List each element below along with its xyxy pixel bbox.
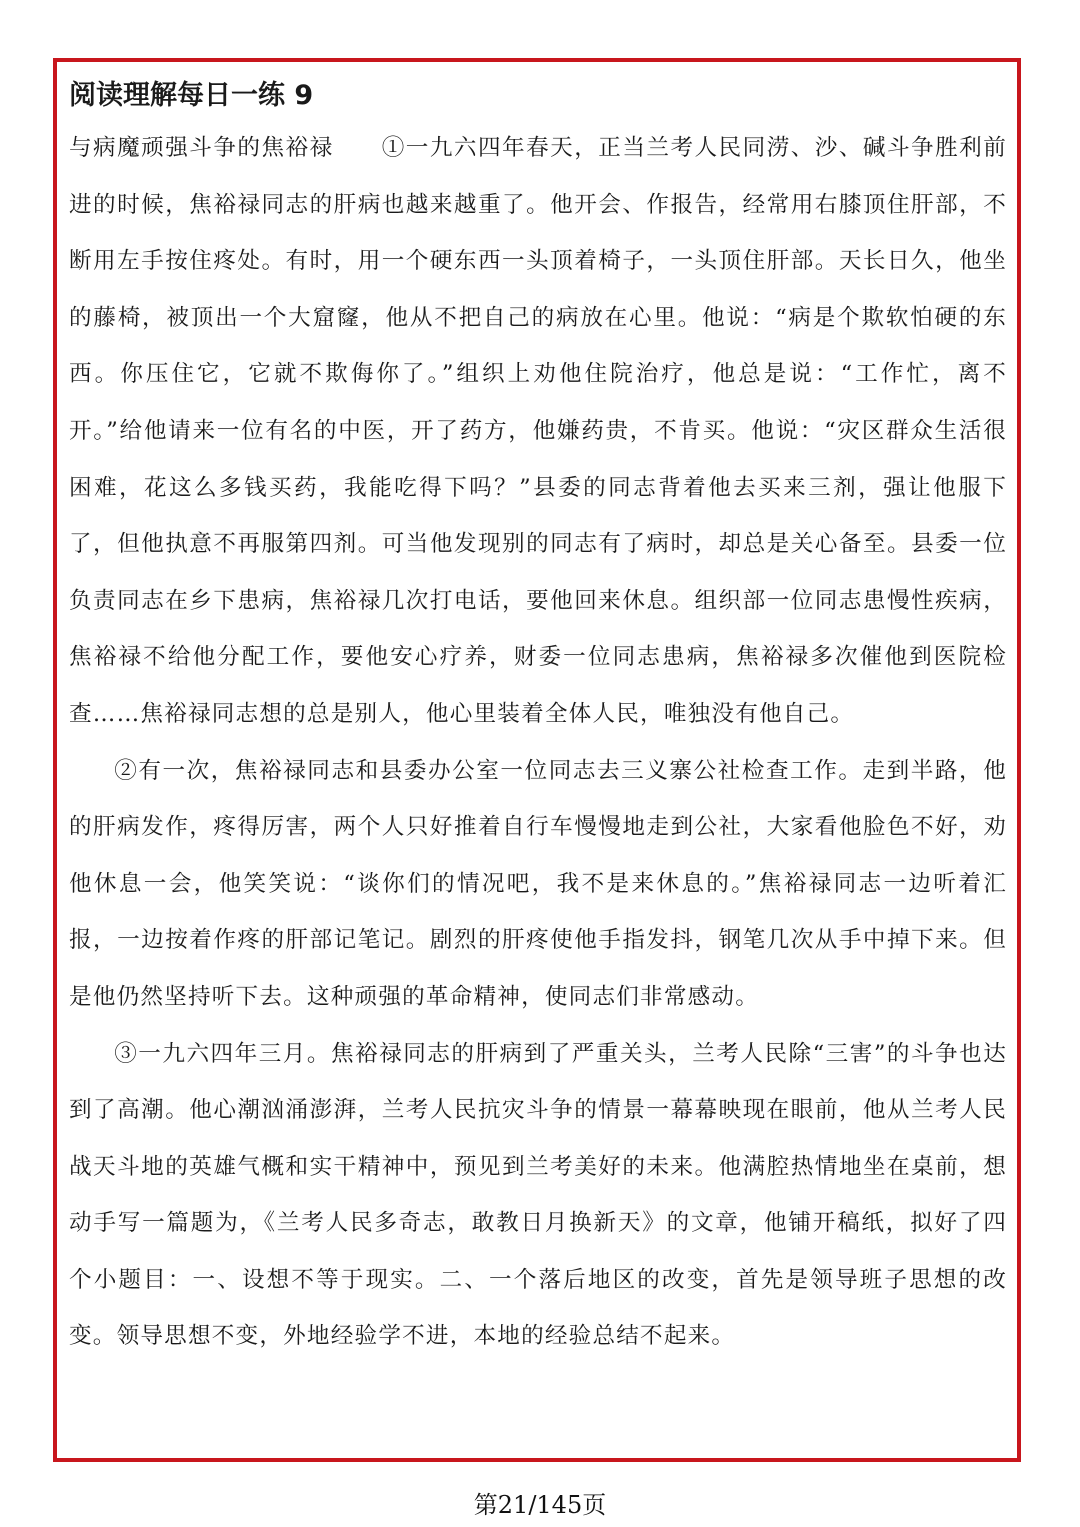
paragraph-2: ②有一次，焦裕禄同志和县委办公室一位同志去三义寨公社检查工作。走到半路，他的肝病发作，疼得厉害，两个人只好推着自行车慢慢地走到公社，大家看他脸色不好，劝他休息一会，他笑笑说：“谈你们的情况吧，我不是来休息的。”焦裕禄同志一边听着汇报，一边按着作疼的肝部记笔记。剧烈的肝疼使他手指发抖，钢笔几次从手中掉下来。但是他仍然坚持听下去。这种顽强的革命精神，使同志们非常感动。 — [69, 757, 1007, 1010]
content-frame — [53, 58, 1021, 1462]
paragraph-3: ③一九六四年三月。焦裕禄同志的肝病到了严重关头，兰考人民除“三害”的斗争也达到了高潮。他心潮汹涌澎湃，兰考人民抗灾斗争的情景一幕幕映现在眼前，他从兰考人民战天斗地的英雄气概和实干精神中，预见到兰考美好的未来。他满腔热情地坐在桌前，想动手写一篇题为，《兰考人民多奇志，敢教日月换新天》的文章，他铺开稿纸，拟好了四个小题目：一、设想不等于现实。二、一个落后地区的改变，首先是领导班子思想的改变。领导思想不变，外地经验学不进，本地的经验总结不起来。 — [69, 1040, 1007, 1350]
page-number: 第21/145页 — [473, 1491, 607, 1519]
paragraph-1: 与病魔顽强斗争的焦裕禄 ①一九六四年春天，正当兰考人民同涝、沙、碱斗争胜利前进的时候，焦裕禄同志的肝病也越来越重了。他开会、作报告，经常用右膝顶住肝部，不断用左手按住疼处。有时，用一个硬东西一头顶着椅子，一头顶住肝部。天长日久，他坐的藤椅，被顶出一个大窟窿，他从不把自己的病放在心里。他说：“病是个欺软怕硬的东西。你压住它，它就不欺侮你了。”组织上劝他住院治疗，他总是说：“工作忙，离不开。”给他请来一位有名的中医，开了药方，他嫌药贵，不肯买。他说：“灾区群众生活很困难，花这么多钱买药，我能吃得下吗？”县委的同志背着他去买来三剂，强让他服下了，但他执意不再服第四剂。可当他发现别的同志有了病时，却总是关心备至。县委一位负责同志在乡下患病，焦裕禄几次打电话，要他回来休息。组织部一位同志患慢性疾病，焦裕禄不给他分配工作，要他安心疗养，财委一位同志患病，焦裕禄多次催他到医院检查……焦裕禄同志想的总是别人，他心里装着全体人民，唯独没有他自己。 — [69, 135, 1007, 727]
page-title: 阅读理解每日一练 9 — [69, 80, 314, 111]
